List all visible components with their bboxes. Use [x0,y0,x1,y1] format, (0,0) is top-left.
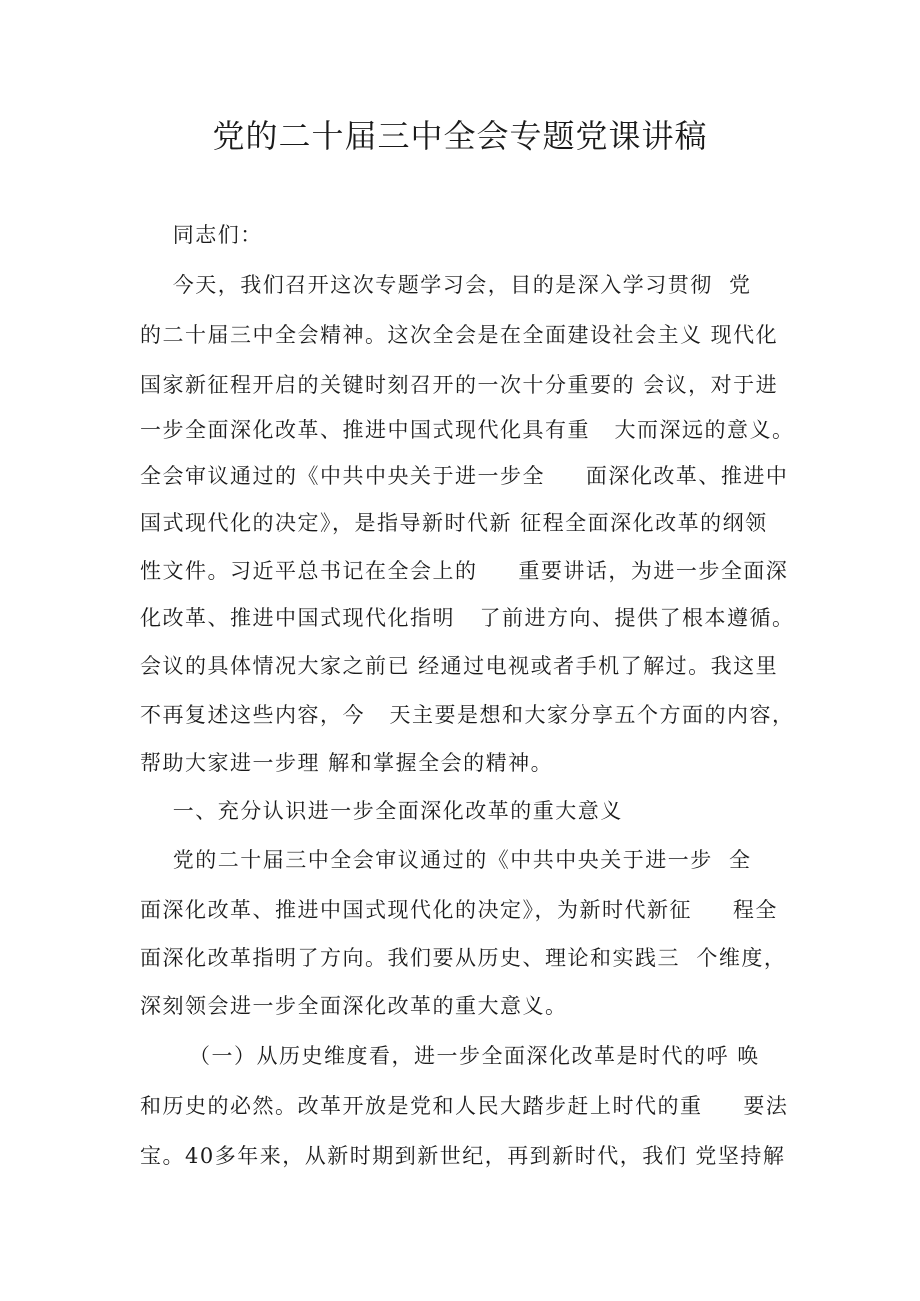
body-line: 不再复述这些内容，今 天主要是想和大家分享五个方面的内容， [140,703,795,727]
body-line: 国式现代化的决定》，是指导新时代新 征程全面深化改革的纲领 [140,511,768,535]
body-line: 宝。40多年来，从新时期到新世纪，再到新时代，我们 党坚持解 [140,1144,786,1168]
body-line: 深刻领会进一步全面深化改革的重大意义。 [140,994,568,1018]
body-line: 党的二十届三中全会审议通过的《中共中央关于进一步 全 [140,848,752,872]
body-line: 和历史的必然。改革开放是党和人民大踏步赶上时代的重 要法 [140,1094,789,1118]
body-line: 国家新征程开启的关键时刻召开的一次十分重要的 会议，对于进 [140,373,779,397]
body-line: 一步全面深化改革、推进中国式现代化具有重 大而深远的意义。 [140,418,795,442]
body-line: 化改革、推进中国式现代化指明 了前进方向、提供了根本遵循。 [140,606,795,630]
body-line: 面深化改革指明了方向。我们要从历史、理论和实践三 个维度， [140,946,787,970]
body-line: 性文件。习近平总书记在全会上的 重要讲话，为进一步全面深 [140,559,789,583]
subsection-line: （一）从历史维度看，进一步全面深化改革是时代的呼 唤 [140,1044,760,1068]
document-title: 党的二十届三中全会专题党课讲稿 [212,117,708,155]
body-line: 面深化改革、推进中国式现代化的决定》，为新时代新征 程全 [140,898,778,922]
salutation-line: 同志们： [140,223,263,247]
body-line: 会议的具体情况大家之前已 经通过电视或者手机了解过。我这里 [140,654,779,678]
section-heading: 一、充分认识进一步全面深化改革的重大意义 [140,799,623,823]
body-line: 全会审议通过的《中共中央关于进一步全 面深化改革、推进中 [140,464,789,488]
body-line: 帮助大家进一步理 解和掌握全会的精神。 [140,751,554,775]
body-line: 今天，我们召开这次专题学习会，目的是深入学习贯彻 党 [140,273,752,297]
body-line: 的二十届三中全会精神。这次全会是在全面建设社会主义 现代化 [140,323,779,347]
